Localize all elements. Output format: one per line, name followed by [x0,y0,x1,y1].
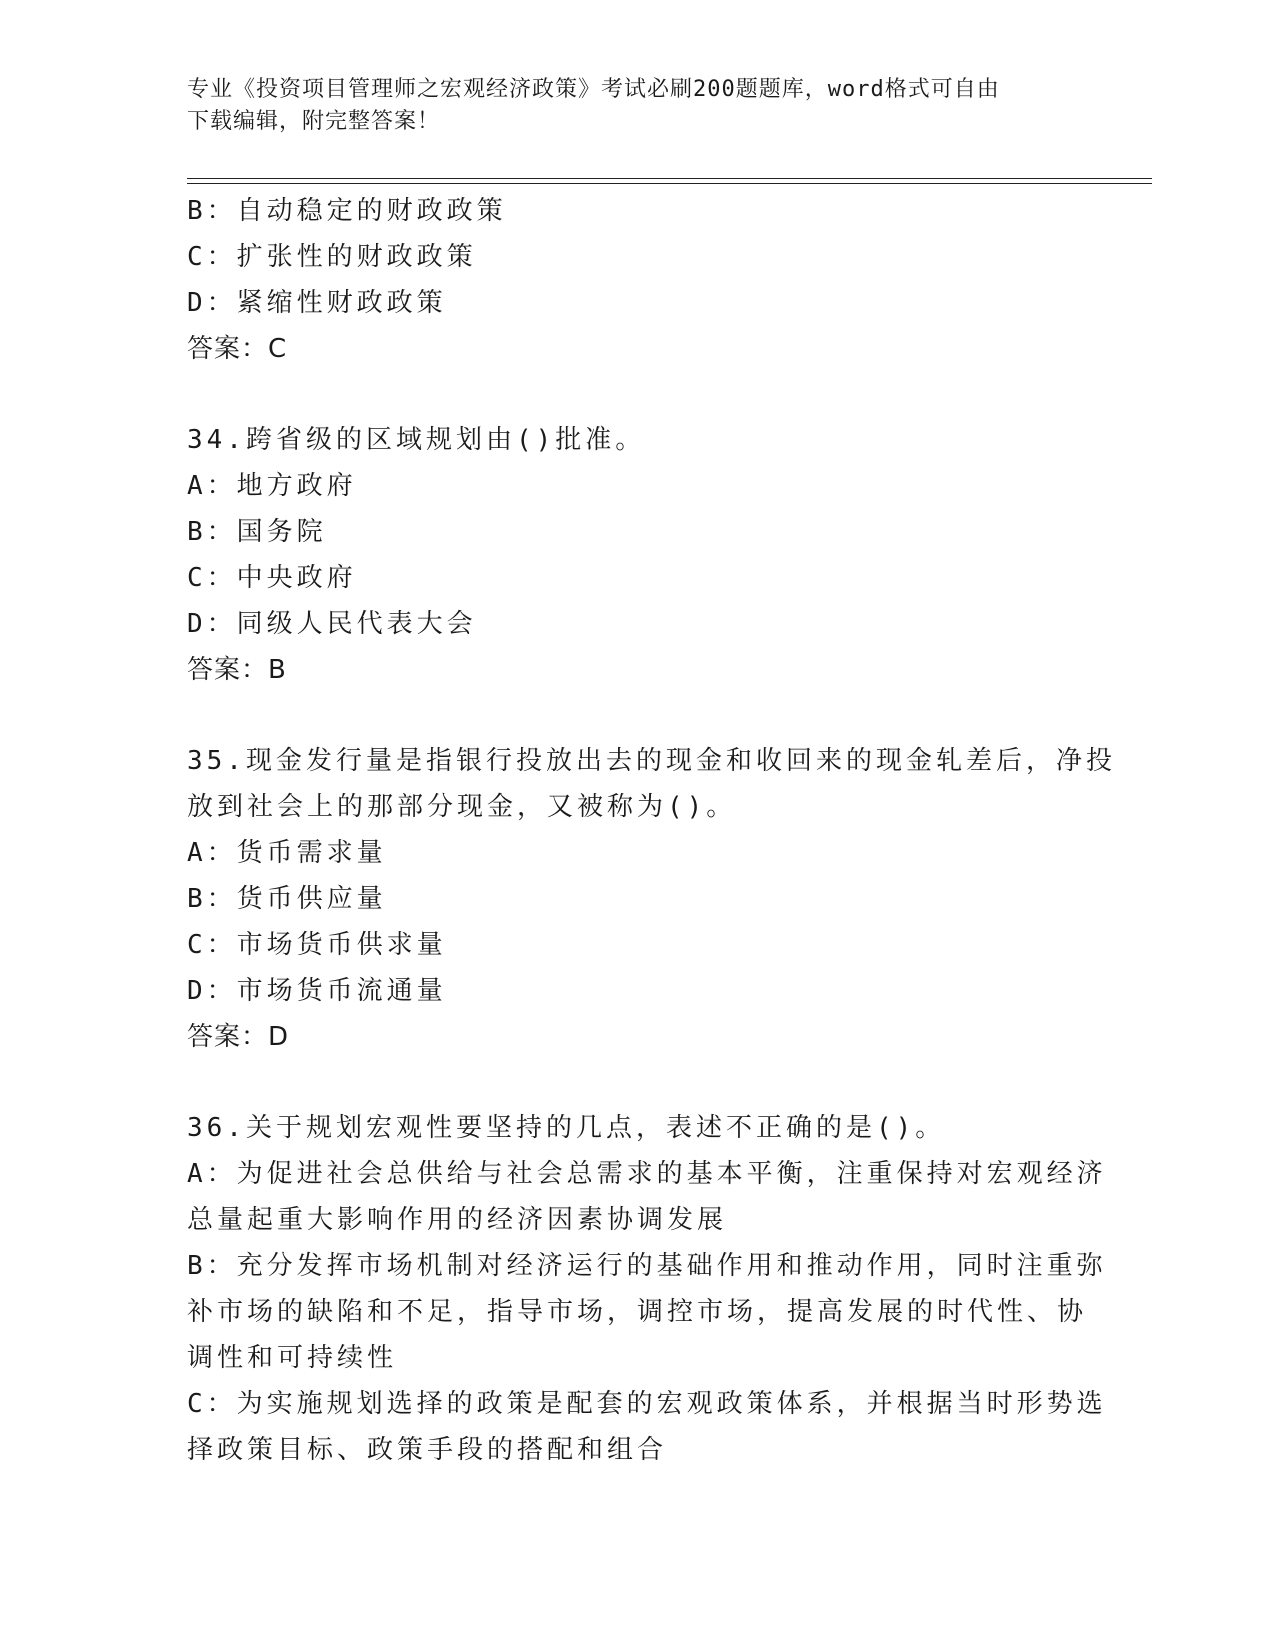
answer-line: 答案：C [187,334,288,364]
option-c: C：扩张性的财政政策 [187,242,477,272]
header-divider-bottom [187,183,1152,184]
option-a: A：货币需求量 [187,838,387,868]
option-b: B：自动稳定的财政政策 [187,196,507,226]
document-body [187,188,1116,1473]
question-stem-line-1: 35.现金发行量是指银行投放出去的现金和收回来的现金轧差后，净投 [187,746,1116,776]
option-d: D：同级人民代表大会 [187,609,477,639]
option-b: B：货币供应量 [187,884,387,914]
question-stem: 34.跨省级的区域规划由()批准。 [187,425,646,455]
option-b: B：国务院 [187,517,327,547]
answer-line: 答案：B [187,655,287,685]
header-line-2: 下载编辑，附完整答案！ [187,109,441,134]
option-a-line-2: 总量起重大影响作用的经济因素协调发展 [187,1205,728,1235]
option-a-line-1: A：为促进社会总供给与社会总需求的基本平衡，注重保持对宏观经济 [187,1159,1107,1189]
question-34 [187,417,1067,693]
question-33-continued [187,188,1067,372]
option-c-line-1: C：为实施规划选择的政策是配套的宏观政策体系，并根据当时形势选 [187,1389,1107,1419]
option-d: D：市场货币流通量 [187,976,447,1006]
header-divider-top [187,178,1152,179]
question-gap [187,693,1067,738]
answer-line: 答案：D [187,1022,290,1052]
option-c-line-2: 择政策目标、政策手段的搭配和组合 [187,1435,668,1465]
header-line-1: 专业《投资项目管理师之宏观经济政策》考试必刷200题题库，word格式可自由 [187,77,1000,102]
document-header [187,74,1067,138]
question-stem: 36.关于规划宏观性要坚持的几点，表述不正确的是()。 [187,1113,946,1143]
question-35 [187,738,1116,1060]
question-stem-line-2: 放到社会上的那部分现金，又被称为()。 [187,792,737,822]
option-b-line-2: 补市场的缺陷和不足，指导市场，调控市场，提高发展的时代性、协 [187,1297,1088,1327]
question-36 [187,1105,1107,1473]
option-c: C：中央政府 [187,563,357,593]
option-d: D：紧缩性财政政策 [187,288,447,318]
option-a: A：地方政府 [187,471,357,501]
option-b-line-3: 调性和可持续性 [187,1343,398,1373]
question-gap [187,372,1067,417]
option-b-line-1: B：充分发挥市场机制对经济运行的基础作用和推动作用，同时注重弥 [187,1251,1107,1281]
option-c: C：市场货币供求量 [187,930,447,960]
question-gap [187,1060,1067,1105]
